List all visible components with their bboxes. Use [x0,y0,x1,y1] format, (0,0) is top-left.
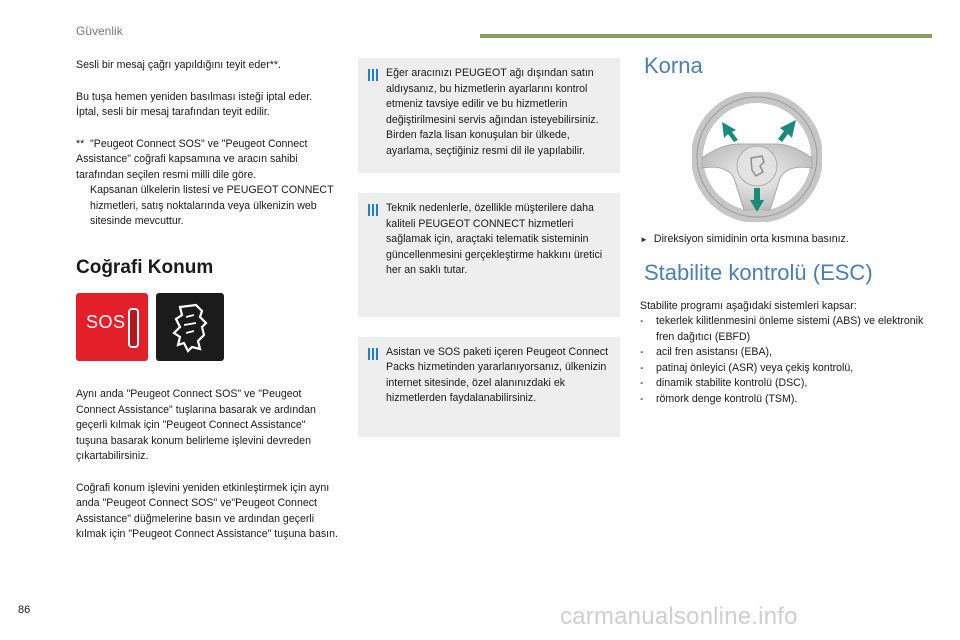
sos-button-icon [76,293,148,361]
sos-label: SOS [86,312,126,332]
list-item: - patinaj önleyici (ASR) veya çekiş kontrolü, [640,361,854,374]
footnote-mark: ** [76,137,85,150]
esc-systems-list [640,314,932,407]
lion-icon [166,301,214,353]
column-right [640,53,932,407]
steering-wheel-illustration [692,92,822,222]
paragraph-cancel-line2: İptal, sesli bir mesaj tarafından teyit edilir. [76,106,270,118]
paragraph-disable-geolocation: Aynı anda "Peugeot Connect SOS" ve "Peugeot Connect Assistance" tuşlarına basarak ve ardından geçerli kılmak için "Peugeot Connect Assistance" tuşuna basarak konum belirleme işlevini devreden çıkartabilirsiniz. [76,388,316,462]
paragraph-sos-confirm: Sesli bir mesaj çağrı yapıldığını teyit eder**. [76,59,281,71]
info-note-icon [368,204,370,216]
horn-instruction [640,232,932,248]
list-item-text: dinamik stabilite kontrolü (DSC), [656,377,808,389]
heading-esc: Stabilite kontrolü (ESC) [644,260,873,285]
heading-geolocation: Coğrafi Konum [76,256,214,278]
info-note-text: Asistan ve SOS paketi içeren Peugeot Connect Packs hizmetinden yararlanıyorsanız, ülkenizin internet sitesinde, özel alanınızdaki ek hizmetlerden faydalanabilirsiniz. [386,345,609,404]
info-note-text: Teknik nedenlerle, özellikle müşterilere daha kaliteli PEUGEOT CONNECT hizmetleri sağlamak için, araçtaki telematik sisteminin güncellenmesini gerçekleştirme hakkını üretici her an saklı tutar. [386,202,603,276]
watermark: carmanualsonline.info [560,603,798,630]
horn-instruction-text: Direksiyon simidinin orta kısmına basınız. [653,232,849,245]
arrow-icon: ► [640,234,648,244]
steering-wheel-icon [692,92,822,222]
list-item-text: acil fren asistansı (EBA), [656,346,772,358]
esc-intro: Stabilite programı aşağıdaki sistemleri kapsar: [640,299,857,312]
paragraph-enable-geolocation: Coğrafi konum işlevini yeniden etkinleştirmek için aynı anda "Peugeot Connect SOS" ve"Peugeot Connect Assistance" düğmelerine basın ve ardından geçerli kılmak için "Peugeot Connect Assistance" tuşuna basın. [76,481,338,540]
info-note [358,337,620,437]
footnote [76,137,338,230]
list-item: - acil fren asistansı (EBA), [640,346,772,358]
list-item-text: tekerlek kilitlenmesini önleme sistemi (ABS) ve elektronik fren dağıtıcı (EBFD) [656,315,924,343]
info-note-icon [368,69,370,81]
footnote-text-1: "Peugeot Connect SOS" ve "Peugeot Connect Assistance" coğrafi kapsamına ve aracın sahibi tarafından seçilen resmi milli dile göre. [76,137,308,181]
peugeot-lion-button-icon [156,293,224,361]
info-note [358,193,620,317]
paragraph-cancel-line1: Bu tuşa hemen yeniden basılması isteği iptal eder. [76,90,313,103]
info-note [358,58,620,173]
column-left [76,58,338,559]
footnote-text-2: Kapsanan ülkelerin listesi ve PEUGEOT CONNECT hizmetleri, satış noktalarında veya ülkenizin web sitesinde mevcuttur. [90,184,334,227]
heading-horn: Korna [644,53,703,78]
header-accent-bar [480,34,932,38]
column-middle [358,58,620,449]
list-item-text: römork denge kontrolü (TSM). [656,392,798,405]
info-note-icon [368,348,370,360]
list-item: - dinamik stabilite kontrolü (DSC), [640,377,808,389]
info-note-text: Eğer aracınızı PEUGEOT ağı dışından satın aldıysanız, bu hizmetlerin ayarlarını kontrol etmeniz tavsiye edilir ve bu hizmetlerin değiştirilmesini servis ağından isteyebilirsiniz. Birden fazla lisan konuşulan bir ülkede, ayarlama, seçtiğiniz resmi dil ile yapılabilir. [386,67,599,157]
paragraph-cancel [76,90,338,121]
list-item: - römork denge kontrolü (TSM). [640,392,798,405]
sos-button-bar [128,308,139,348]
list-item-text: patinaj önleyici (ASR) veya çekiş kontrolü, [656,361,854,374]
page-number: 86 [18,604,31,616]
list-item: - tekerlek kilitlenmesini önleme sistemi (ABS) ve elektronik fren dağıtıcı (EBFD) [640,315,924,343]
header-section-label: Güvenlik [76,24,123,38]
button-icons-row [76,293,338,361]
